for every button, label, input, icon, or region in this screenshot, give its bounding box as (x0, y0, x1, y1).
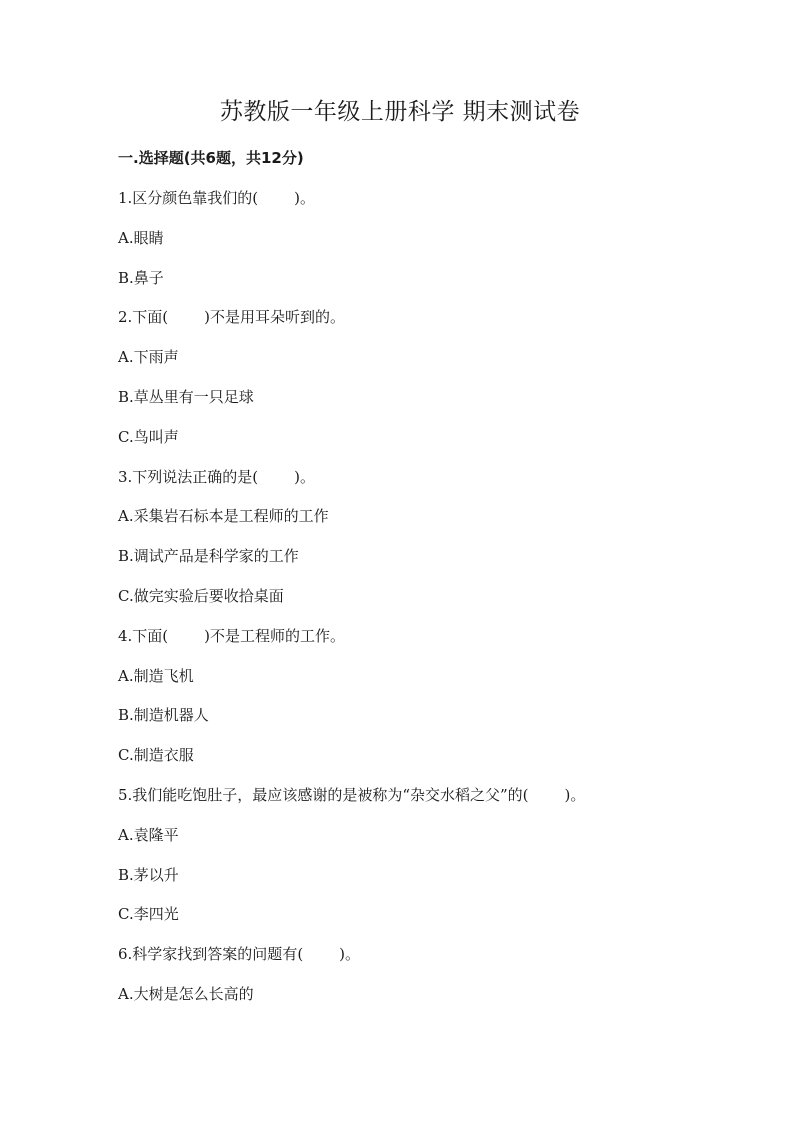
stem-text: )。 (339, 945, 361, 964)
option-item: B.草丛里有一只足球 (118, 387, 254, 406)
question-stem (118, 942, 758, 982)
stem-text: )不是用耳朵听到的。 (204, 308, 346, 327)
option-item: C.制造衣服 (118, 746, 194, 765)
option-item: B.制造机器人 (118, 706, 209, 725)
question-stem (118, 624, 758, 664)
stem-text: 1.区分颜色靠我们的( (118, 189, 259, 207)
option-item: A.眼睛 (118, 228, 164, 247)
stem-text: )。 (564, 785, 586, 804)
section-heading: 一.选择题(共6题，共12分) (118, 149, 304, 167)
stem-text: 6.科学家找到答案的问题有( (118, 945, 304, 964)
stem-text: 2.下面( (118, 308, 169, 327)
question-list (118, 186, 758, 1022)
option-item: A.制造飞机 (118, 666, 194, 685)
stem-text: 4.下面( (118, 626, 169, 645)
option-item: C.鸟叫声 (118, 427, 179, 446)
option-item: C.做完实验后要收拾桌面 (118, 586, 284, 605)
option-item: B.调试产品是科学家的工作 (118, 547, 299, 566)
option-item: C.李四光 (118, 905, 179, 924)
option-item: B.鼻子 (118, 268, 164, 287)
stem-text: )。 (294, 189, 316, 207)
stem-text: )不是工程师的工作。 (204, 626, 346, 645)
option-item: B.茅以升 (118, 865, 179, 884)
stem-text: 3.下列说法正确的是( (118, 467, 259, 486)
option-item: A.袁隆平 (118, 825, 179, 844)
stem-text: 5.我们能吃饱肚子，最应该感谢的是被称为“杂交水稻之父”的( (118, 785, 529, 804)
page-title: 苏教版一年级上册科学 期末测试卷 (219, 99, 581, 125)
question-stem (118, 465, 758, 505)
option-item: A.大树是怎么长高的 (118, 984, 254, 1003)
option-item: A.下雨声 (118, 348, 179, 367)
stem-text: )。 (294, 467, 316, 486)
option-item: A.采集岩石标本是工程师的工作 (118, 507, 329, 526)
question-stem (118, 186, 758, 226)
question-stem (118, 783, 758, 823)
question-stem (118, 305, 758, 345)
